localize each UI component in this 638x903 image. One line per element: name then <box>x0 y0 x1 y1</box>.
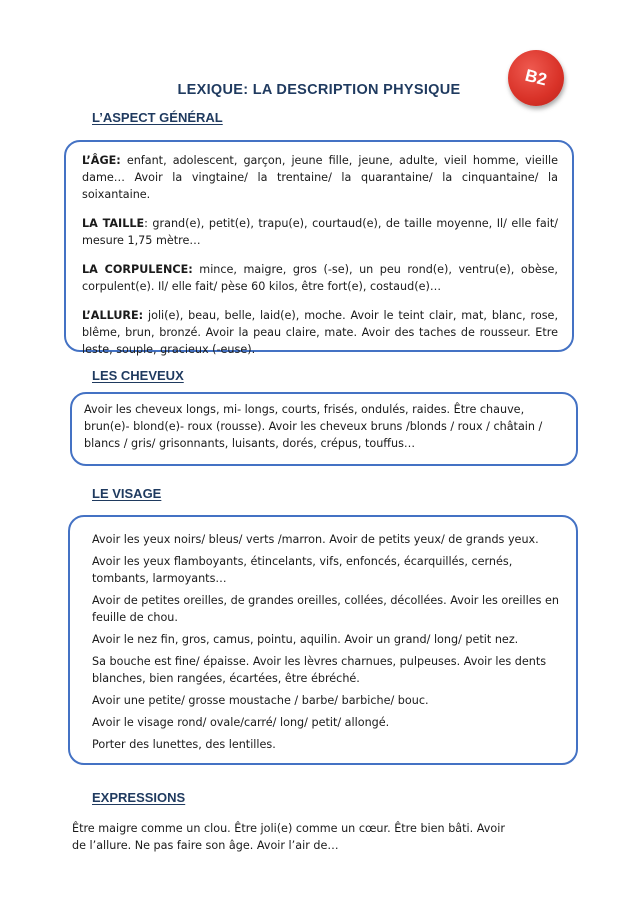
visage-line: Avoir de petites oreilles, de grandes oreilles, collées, décollées. Avoir les oreilles en feuille de chou. <box>92 594 559 624</box>
heading-expressions: EXPRESSIONS <box>92 790 186 805</box>
aspect-general-box <box>64 140 574 356</box>
visage-line: Porter des lunettes, des lentilles. <box>92 738 276 751</box>
visage-line: Avoir le visage rond/ ovale/carré/ long/ petit/ allongé. <box>92 716 390 729</box>
level-badge-label: B2 <box>523 65 549 90</box>
heading-aspect-general: L’ASPECT GÉNÉRAL <box>92 110 223 125</box>
cheveux-text: Avoir les cheveux longs, mi- longs, courts, frisés, ondulés, raides. Être chauve, brun(e)- blond(e)- roux (rousse). Avoir les cheveux bruns /blonds / roux / châtain / blancs / gris/ grisonnants, luisants, dorés, crépus, touffus… <box>84 403 543 450</box>
visage-line: Avoir une petite/ grosse moustache / barbe/ barbiche/ bouc. <box>92 694 429 707</box>
heading-cheveux: LES CHEVEUX <box>92 368 184 383</box>
expressions-text: Être maigre comme un clou. Être joli(e) comme un cœur. Être bien bâti. Avoir de l’allure. Ne pas faire son âge. Avoir l’air de… <box>72 822 505 852</box>
page-title: LEXIQUE: LA DESCRIPTION PHYSIQUE <box>177 82 461 98</box>
visage-line: Avoir le nez fin, gros, camus, pointu, aquilin. Avoir un grand/ long/ petit nez. <box>92 633 519 646</box>
visage-box <box>68 515 578 765</box>
allure-paragraph: L’ALLURE: joli(e), beau, belle, laid(e), moche. Avoir le teint clair, mat, blanc, rose, blême, brun, bronzé. Avoir la peau claire, mate. Avoir des taches de rousseur. Etre leste, souple, gracieux (-euse). <box>82 309 558 356</box>
visage-line: Sa bouche est fine/ épaisse. Avoir les lèvres charnues, pulpeuses. Avoir les dents blanches, bien rangées, écartées, être ébréché. <box>92 655 547 685</box>
cheveux-box <box>70 392 578 466</box>
taille-paragraph: LA TAILLE: grand(e), petit(e), trapu(e), courtaud(e), de taille moyenne, Il/ elle fait/ mesure 1,75 mètre… <box>82 217 558 247</box>
heading-visage: LE VISAGE <box>92 486 162 501</box>
corpulence-paragraph: LA CORPULENCE: mince, maigre, gros (-se), un peu rond(e), ventru(e), obèse, corpulent(e). Il/ elle fait/ pèse 60 kilos, être fort(e), costaud(e)… <box>82 263 558 293</box>
visage-line: Avoir les yeux flamboyants, étincelants, vifs, enfoncés, écarquillés, cernés, tombants, larmoyants… <box>92 555 513 585</box>
visage-line: Avoir les yeux noirs/ bleus/ verts /marron. Avoir de petits yeux/ de grands yeux. <box>92 533 539 546</box>
age-paragraph: L’ÂGE: enfant, adolescent, garçon, jeune fille, jeune, adulte, vieil homme, vieille dame… Avoir la vingtaine/ la trentaine/ la quarantaine/ la cinquantaine/ la soixantaine. <box>82 154 558 201</box>
